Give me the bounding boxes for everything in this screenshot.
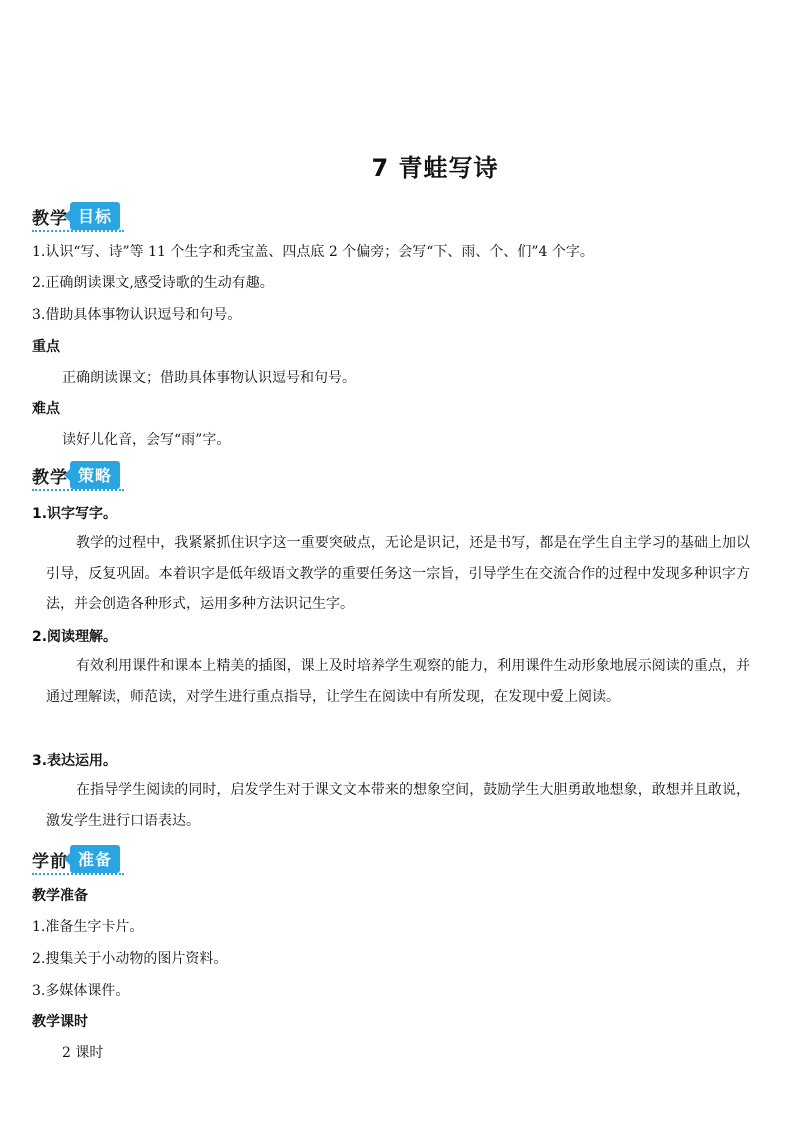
hours-text: 2 课时: [62, 1045, 104, 1061]
section-header-tag: 目标: [70, 202, 120, 230]
dotted-underline: [32, 873, 124, 875]
section-header-prefix: 学前: [32, 851, 68, 872]
strategy-heading-1: 1.识字写字。: [32, 506, 118, 522]
strategy-text-1: 教学的过程中，我紧紧抓住识字这一重要突破点，无论是识记，还是书写，都是在学生自主学习的基础上加以引导，反复巩固。本着识字是低年级语文教学的重要任务这一宗旨，引导学生在交流合作的过程中发现多种识字方法，并会创造各种形式，运用多种方法识记生字。: [46, 535, 750, 612]
goal-item-1: 1.认识“写、诗”等 11 个生字和秃宝盖、四点底 2 个偏旁；会写“下、雨、个、们”4 个字。: [32, 244, 594, 260]
prep-item-3: 3.多媒体课件。: [32, 983, 130, 999]
dotted-underline: [32, 230, 124, 232]
key-point-label: 重点: [32, 339, 60, 355]
section-header-tag: 策略: [70, 461, 120, 489]
prep-item-2: 2.搜集关于小动物的图片资料。: [32, 951, 228, 967]
difficult-point-text: 读好儿化音，会写“雨”字。: [62, 432, 231, 448]
difficult-point-label: 难点: [32, 401, 60, 417]
strategy-heading-3: 3.表达运用。: [32, 753, 118, 769]
section-header-pre-class-prep: [32, 843, 120, 875]
prep-label: 教学准备: [32, 888, 88, 904]
goal-item-3: 3.借助具体事物认识逗号和句号。: [32, 307, 242, 323]
hours-label: 教学课时: [32, 1014, 88, 1030]
prep-item-1: 1.准备生字卡片。: [32, 919, 144, 935]
section-header-teaching-goals: [32, 200, 120, 232]
strategy-text-3: 在指导学生阅读的同时，启发学生对于课文文本带来的想象空间，鼓励学生大胆勇敢地想象，敢想并且敢说，激发学生进行口语表达。: [46, 782, 750, 829]
dotted-underline: [32, 489, 124, 491]
section-header-teaching-strategy: [32, 459, 120, 491]
strategy-text-2: 有效利用课件和课本上精美的插图，课上及时培养学生观察的能力，利用课件生动形象地展示阅读的重点，并通过理解读，师范读，对学生进行重点指导，让学生在阅读中有所发现，在发现中爱上阅读。: [46, 658, 750, 705]
page-title: 7 青蛙写诗: [371, 154, 499, 182]
section-header-prefix: 教学: [32, 208, 68, 229]
goal-item-2: 2.正确朗读课文,感受诗歌的生动有趣。: [32, 275, 274, 291]
section-header-tag: 准备: [70, 845, 120, 873]
strategy-heading-2: 2.阅读理解。: [32, 629, 118, 645]
key-point-text: 正确朗读课文；借助具体事物认识逗号和句号。: [62, 370, 356, 386]
section-header-prefix: 教学: [32, 467, 68, 488]
